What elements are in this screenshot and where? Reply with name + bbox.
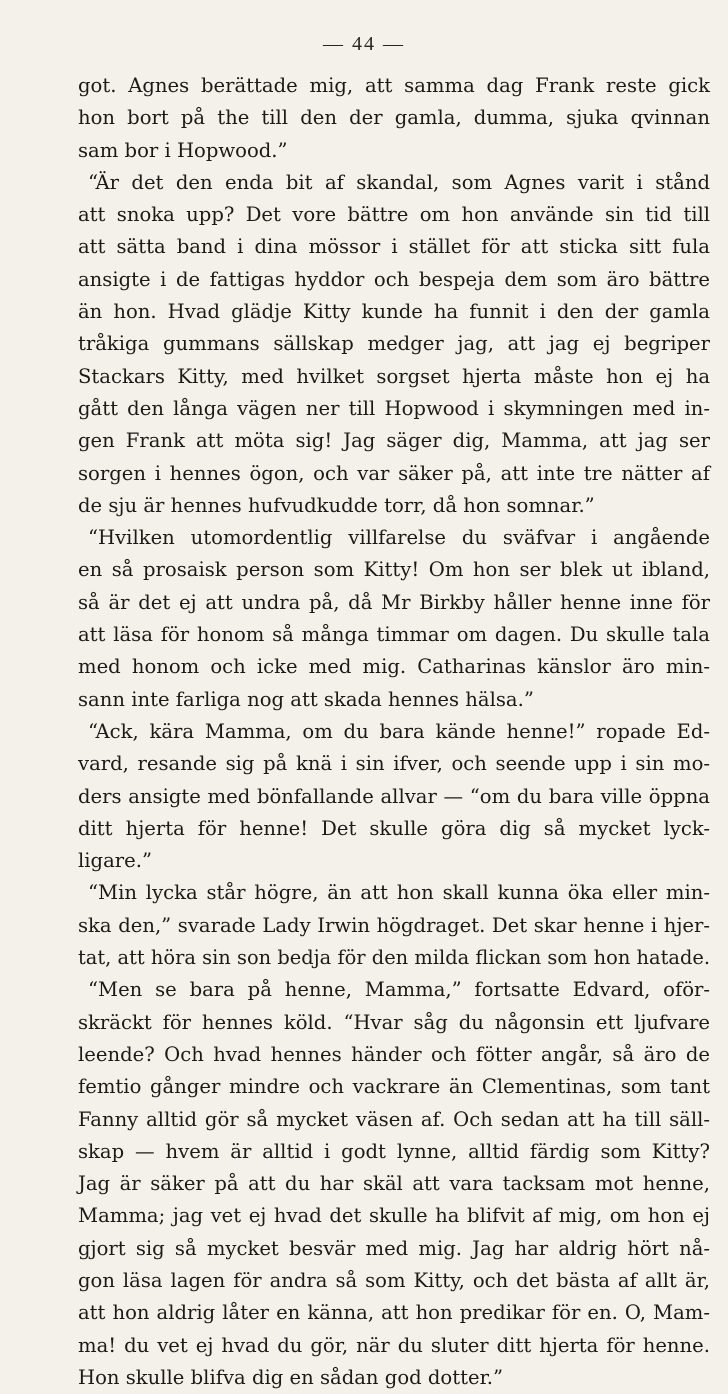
text-line: sorgen i hennes ögon, och var säker på, att inte tre nätter af [78,461,710,485]
text-line: än hon. Hvad glädje Kitty kunde ha funnit i den der gamla [78,300,710,324]
text-line: vard, resande sig på knä i sin ifver, och seende upp i sin mo- [78,752,710,776]
text-line: att snoka upp? Det vore bättre om hon använde sin tid till [78,203,710,227]
text-line: gjort sig så mycket besvär med mig. Jag har aldrig hört nå- [78,1236,710,1260]
text-line: skräckt för hennes köld. “Hvar såg du någonsin ett ljufvare [78,1010,710,1034]
text-line: gen Frank att möta sig! Jag säger dig, Mamma, att jag ser [78,429,710,453]
text-line: ma! du vet ej hvad du gör, när du sluter ditt hjerta för henne. [78,1333,710,1357]
text-line: got. Agnes berättade mig, att samma dag Frank reste gick [78,74,710,97]
text-line: så är det ej att undra på, då Mr Birkby håller henne inne för [78,590,710,614]
text-line: Stackars Kitty, med hvilket sorgset hjerta måste hon ej ha [78,364,710,388]
text-line: femtio gånger mindre och vackrare än Clementinas, som tant [78,1075,710,1099]
text-line: att läsa för honom så många timmar om dagen. Du skulle tala [78,623,710,647]
text-line: ditt hjerta för henne! Det skulle göra dig så mycket lyck- [78,816,710,840]
text-line: skap — hvem är alltid i godt lynne, alltid färdig som Kitty? [78,1139,710,1163]
text-line: “Hvilken utomordentlig villfarelse du sväfvar i angående [88,526,710,550]
text-line: hon bort på the till den der gamla, dumma, sjuka qvinnan [78,106,710,130]
text-line: tat, att höra sin son bedja för den milda flickan som hon hatade. [78,946,710,970]
text-line: “Ack, kära Mamma, om du bara kände henne!” ropade Ed- [88,719,710,743]
text-line: tråkiga gummans sällskap medger jag, att jag ej begriper [78,332,710,356]
text-line: Jag är säker på att du har skäl att vara tacksam mot henne, [78,1172,710,1196]
text-line: att hon aldrig låter en känna, att hon predikar för en. O, Mam- [78,1301,710,1325]
text-line: sann inte farliga nog att skada hennes hälsa.” [78,687,534,711]
page-number: — 44 — [323,33,405,55]
text-line: ska den,” svarade Lady Irwin högdraget. Det skar henne i hjer- [78,913,710,937]
text-line: “Är det den enda bit af skandal, som Agnes varit i stånd [88,170,710,194]
text-line: ansigte i de fattigas hyddor och bespeja dem som äro bättre [78,267,710,291]
text-line: de sju är hennes hufvudkudde torr, då hon somnar.” [78,493,595,517]
text-line: “Min lycka står högre, än att hon skall kunna öka eller min- [88,881,710,905]
text-line: ligare.” [78,849,152,873]
text-line: Fanny alltid gör så mycket väsen af. Och sedan att ha till säll- [78,1107,710,1131]
text-line: att sätta band i dina mössor i stället för att sticka sitt fula [78,235,710,259]
text-line: gon läsa lagen för andra så som Kitty, och det bästa af allt är, [78,1268,710,1292]
text-line: Hon skulle blifva dig en sådan god dotter.” [78,1365,504,1389]
text-line: med honom och icke med mig. Catharinas känslor äro min- [78,655,710,679]
text-line: leende? Och hvad hennes händer och fötter angår, så äro de [78,1042,710,1066]
body-text [78,70,710,1394]
text-line: Mamma; jag vet ej hvad det skulle ha blifvit af mig, om hon ej [78,1204,710,1228]
text-line: en så prosaisk person som Kitty! Om hon ser blek ut ibland, [78,558,710,582]
text-line: sam bor i Hopwood.” [78,138,288,162]
text-line: ders ansigte med bönfallande allvar — “om du bara ville öppna [78,784,710,808]
text-line: gått den långa vägen ner till Hopwood i skymningen med in- [78,396,710,420]
text-line: “Men se bara på henne, Mamma,” fortsatte Edvard, oför- [88,978,710,1002]
